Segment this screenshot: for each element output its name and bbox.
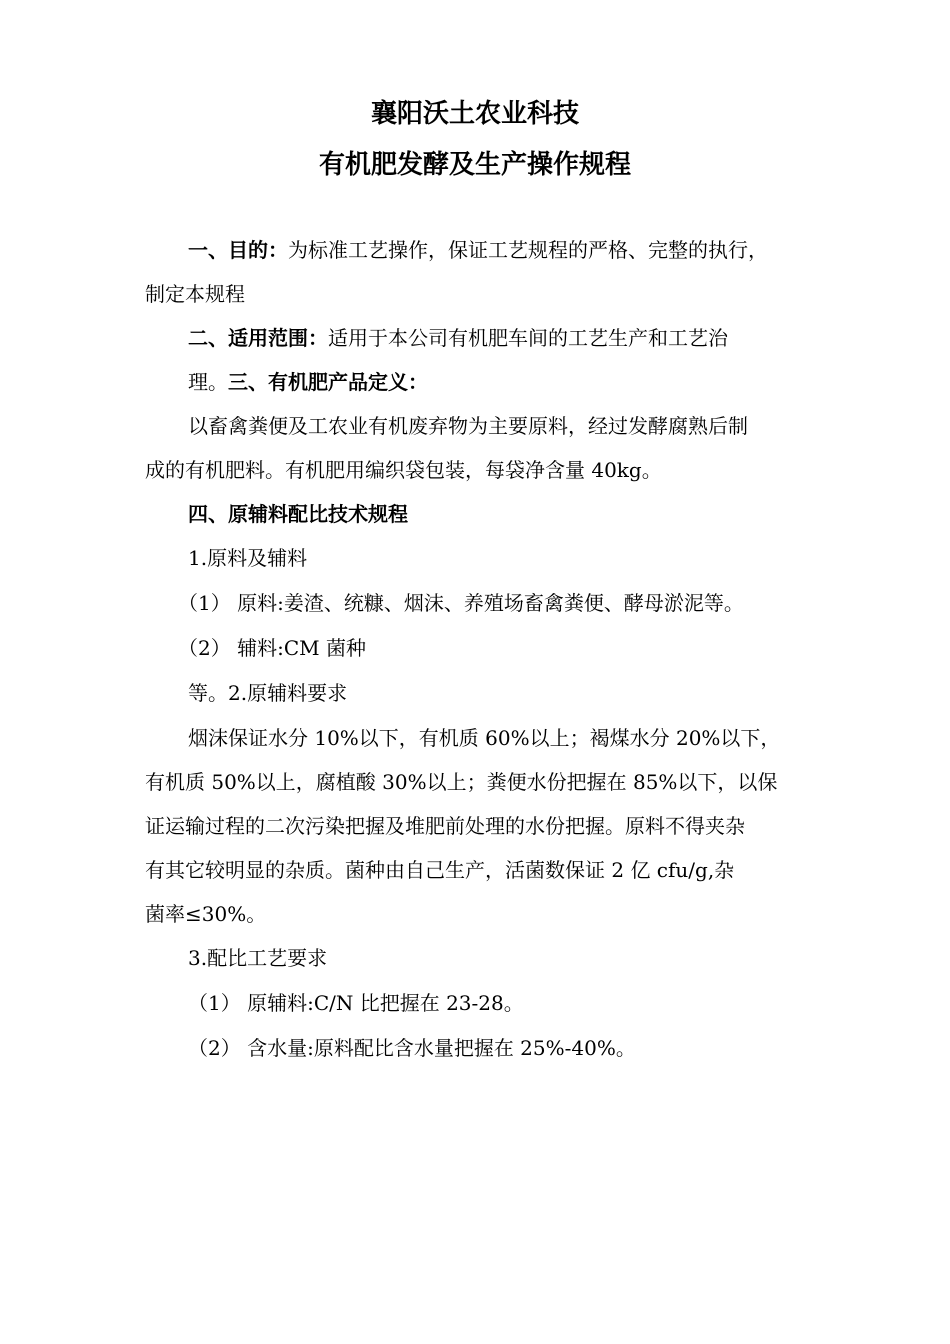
section2-line1 [188,324,848,352]
section4-sub1-heading: 1.原料及辅料 [188,546,308,570]
section1-heading: 一、目的： [188,238,288,262]
section2-text-cont: 理。 [188,370,228,394]
section4-sub2-para-line3: 证运输过程的二次污染把握及堆肥前处理的水份把握。原料不得夹杂 [145,814,745,838]
section1-text: 为标准工艺操作，保证工艺规程的严格、完整的执行， [288,238,768,262]
section4-sub2-para-line5: 菌率≤30%。 [145,902,267,926]
section3-line2: 成的有机肥料。有机肥用编织袋包装，每袋净含量 40kg。 [145,458,662,482]
section4-sub2-para-line1: 烟沫保证水分 10%以下，有机质 60%以上；褐煤水分 20%以下， [188,726,781,750]
section1-line2: 制定本规程 [145,282,245,306]
section4-sub1-item2: （2） 辅料:CM 菌种 [178,636,366,660]
section4-sub2-para-line4: 有其它较明显的杂质。菌种由自己生产，活菌数保证 2 亿 cfu/g,杂 [145,858,735,882]
document-title-line1: 襄阳沃土农业科技 [370,99,579,129]
section3-heading: 三、有机肥产品定义： [228,370,428,394]
section4-sub1-item1: （1） 原料:姜渣、统糠、烟沫、养殖场畜禽粪便、酵母淤泥等。 [178,591,744,615]
section4-sub3-item2: （2） 含水量:原料配比含水量把握在 25%-40%。 [188,1036,636,1060]
section4-sub2-para-line2: 有机质 50%以上，腐植酸 30%以上；粪便水份把握在 85%以下，以保 [145,770,778,794]
document-title-line2: 有机肥发酵及生产操作规程 [318,150,631,180]
section4-sub1-item2-cont: 等。2.原辅料要求 [188,681,348,705]
section2-text: 适用于本公司有机肥车间的工艺生产和工艺治 [328,326,728,350]
section4-sub3-item1: （1） 原辅料:C/N 比把握在 23-28。 [188,991,524,1015]
section4-heading: 四、原辅料配比技术规程 [188,502,408,526]
section3-line1: 以畜禽粪便及工农业有机废弃物为主要原料，经过发酵腐熟后制 [188,414,748,438]
section1-line1 [188,236,848,264]
section4-sub3-heading: 3.配比工艺要求 [188,946,328,970]
section2-heading: 二、适用范围： [188,326,328,350]
section2-line2 [188,368,848,396]
